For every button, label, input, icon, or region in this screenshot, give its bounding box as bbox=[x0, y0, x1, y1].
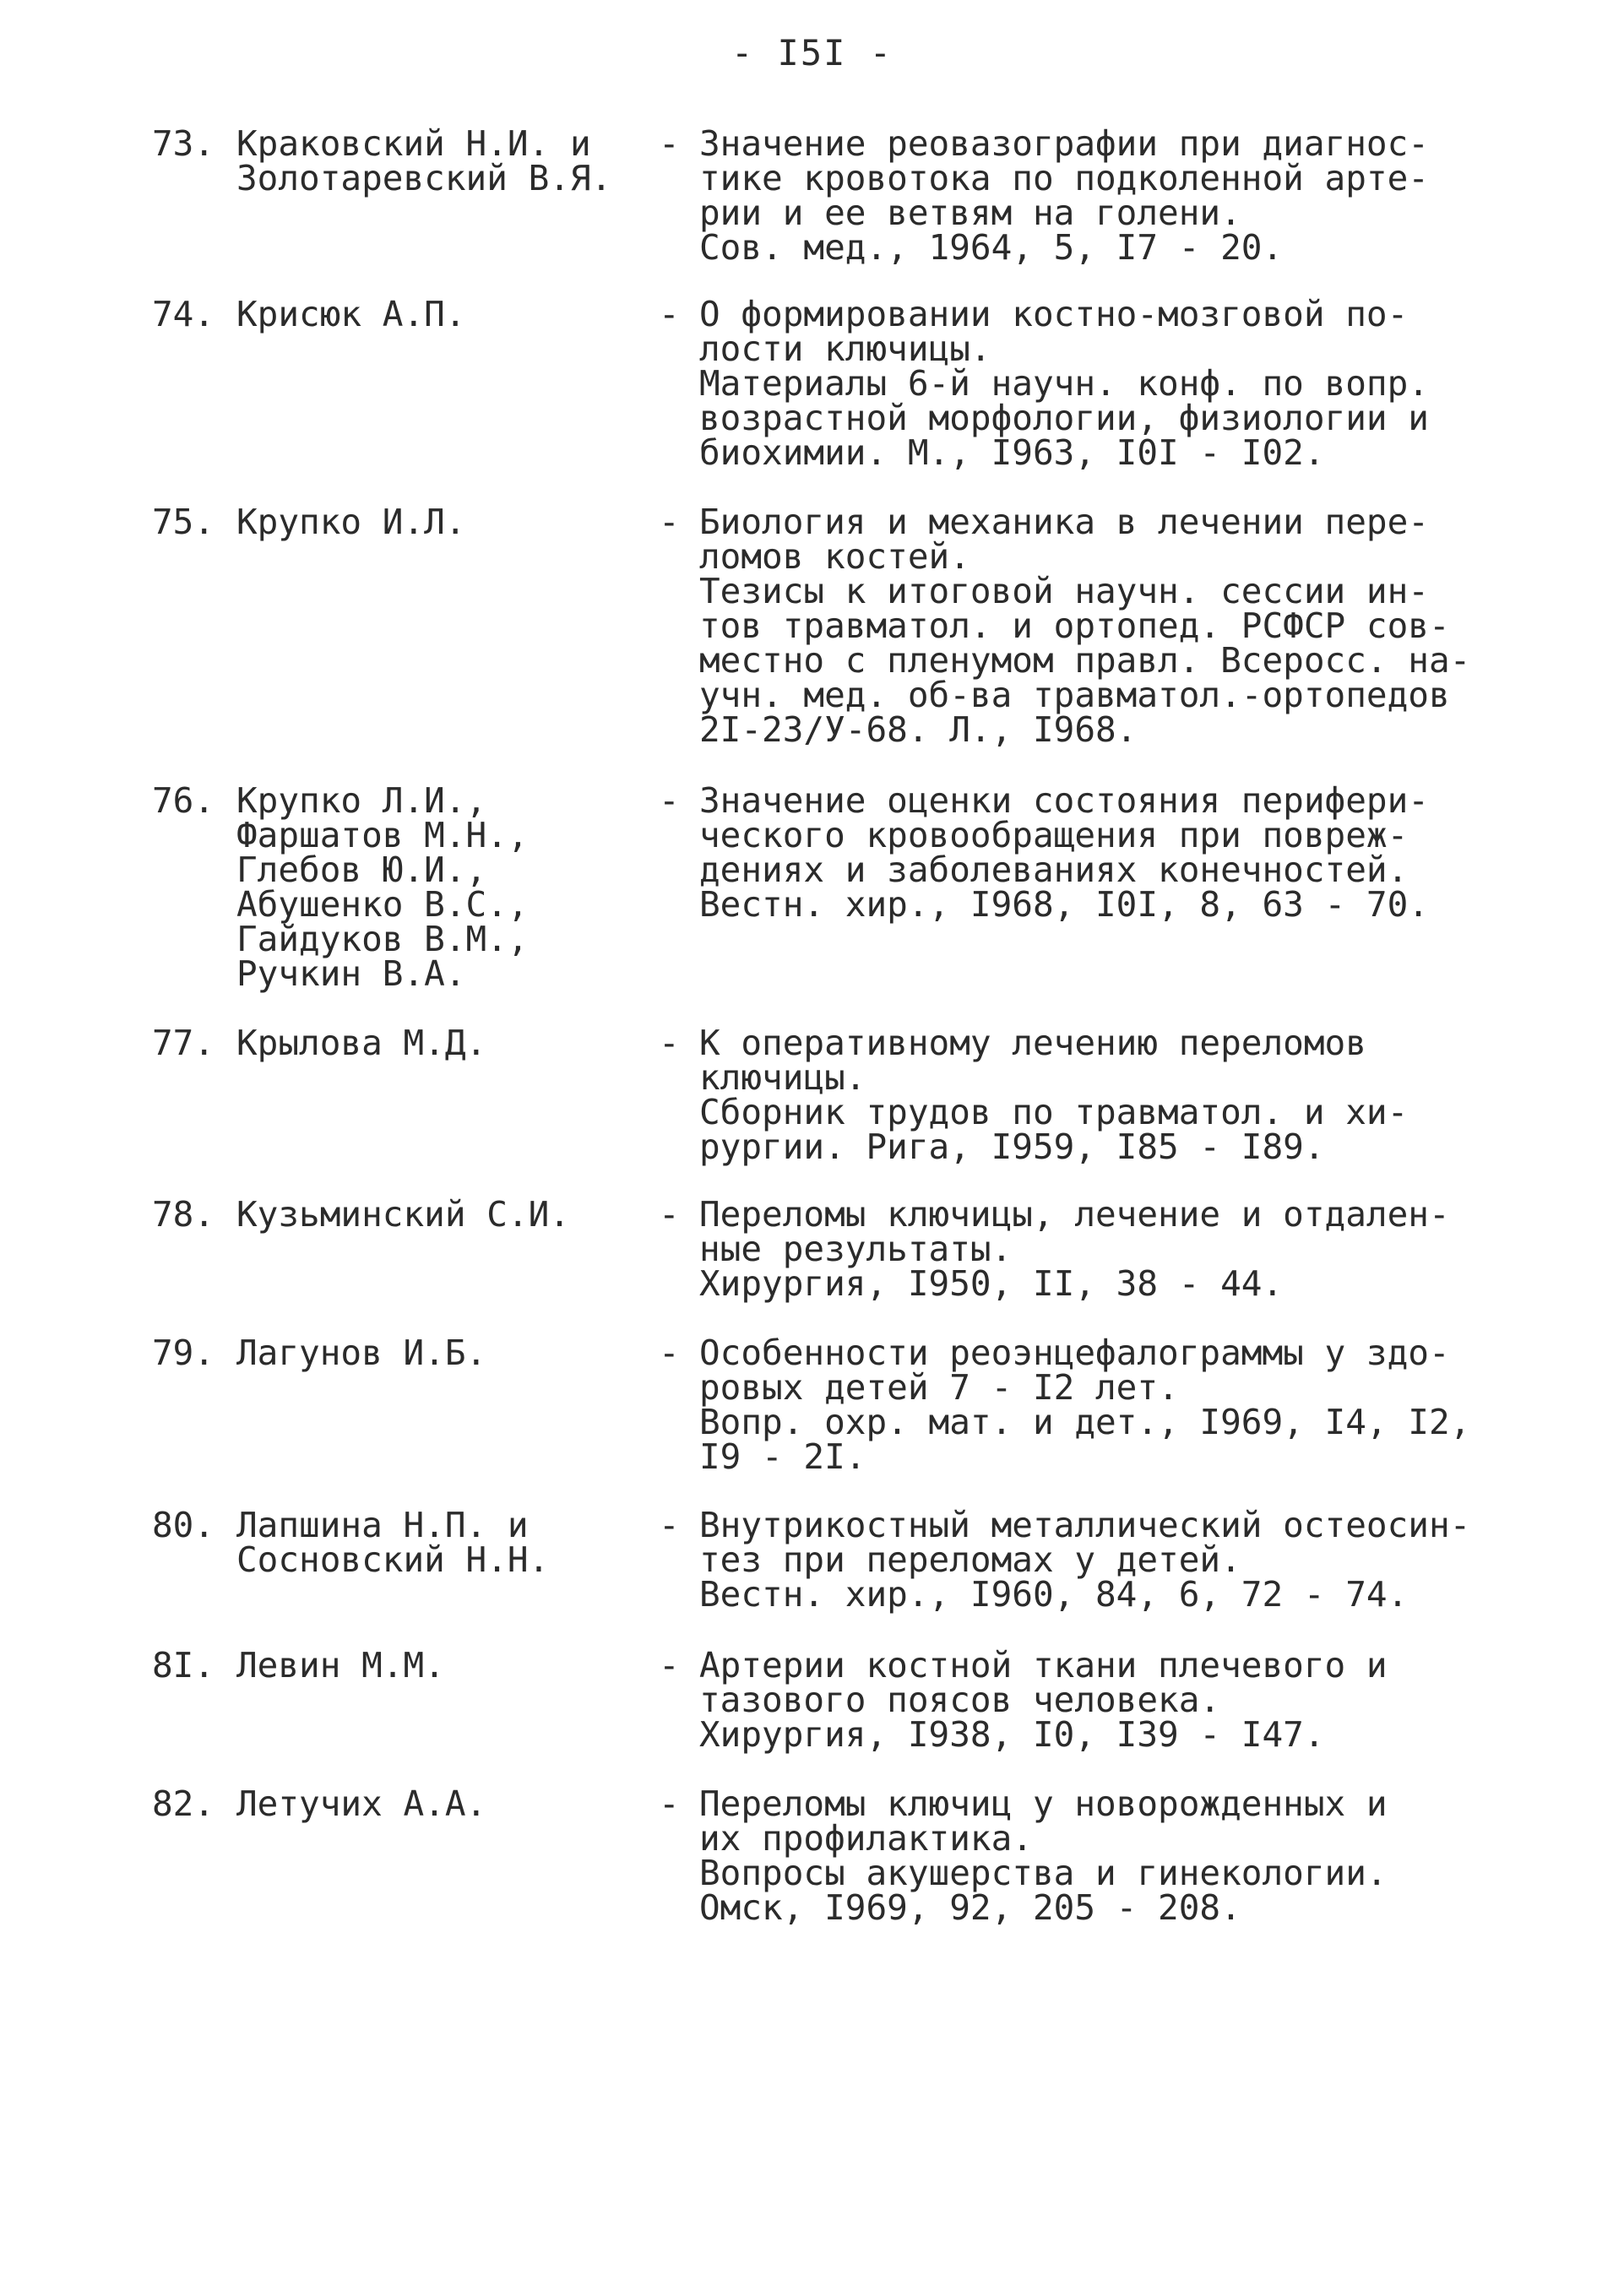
entry-dash: - bbox=[659, 1333, 680, 1373]
entry-text-line: Сборник трудов по травматол. и хи- bbox=[699, 1092, 1409, 1132]
entry-authors bbox=[236, 1645, 633, 1686]
entry-text-line: 2I-23/У-68. Л., I968. bbox=[699, 709, 1138, 750]
entry-number: 73. bbox=[152, 123, 215, 164]
entry-text-line: ные результаты. bbox=[699, 1229, 1013, 1269]
entry-number: 78. bbox=[152, 1194, 215, 1235]
entry-text-line: возрастной морфологии, физиологии и bbox=[699, 398, 1429, 438]
entry-text-line: Артерии костной ткани плечевого и bbox=[699, 1645, 1388, 1686]
entry-text-line: Сов. мед., 1964, 5, I7 - 20. bbox=[699, 227, 1284, 268]
author-line: Ручкин В.А. bbox=[236, 953, 466, 994]
entry-text-line: Вестн. хир., I960, 84, 6, 72 - 74. bbox=[699, 1574, 1409, 1615]
entry-text bbox=[699, 1645, 1544, 1755]
author-line: Абушенко В.С., bbox=[236, 884, 529, 925]
entry-text-line: их профилактика. bbox=[699, 1818, 1033, 1859]
entry-dash: - bbox=[659, 294, 680, 334]
entry-authors bbox=[236, 1023, 633, 1063]
entry-authors bbox=[236, 780, 633, 994]
entry-text-line: Тезисы к итоговой научн. сессии ин- bbox=[699, 571, 1429, 611]
entry-authors bbox=[236, 1505, 633, 1580]
author-line: Крисюк А.П. bbox=[236, 294, 466, 334]
entry-number: 75. bbox=[152, 502, 215, 542]
author-line: Крылова М.Д. bbox=[236, 1023, 487, 1063]
entry-text-line: тазового поясов человека. bbox=[699, 1680, 1221, 1720]
author-line: Глебов Ю.И., bbox=[236, 850, 487, 890]
entry-text-line: I9 - 2I. bbox=[699, 1436, 866, 1477]
entry-authors bbox=[236, 502, 633, 542]
entry-text-line: лости ключицы. bbox=[699, 328, 991, 369]
entry-text-line: Вопросы акушерства и гинекологии. bbox=[699, 1853, 1388, 1893]
entry-text-line: Материалы 6-й научн. конф. по вопр. bbox=[699, 363, 1429, 404]
entry-number: 79. bbox=[152, 1333, 215, 1373]
entry-text-line: рургии. Рига, I959, I85 - I89. bbox=[699, 1126, 1325, 1167]
entry-text bbox=[699, 294, 1544, 473]
entry-text-line: тов травматол. и ортопед. РСФСР сов- bbox=[699, 605, 1450, 646]
entry-number: 80. bbox=[152, 1505, 215, 1545]
author-line: Крупко Л.И., bbox=[236, 780, 487, 821]
entry-text-line: Омск, I969, 92, 205 - 208. bbox=[699, 1887, 1241, 1928]
entry-dash: - bbox=[659, 123, 680, 164]
entry-text-line: дениях и заболеваниях конечностей. bbox=[699, 850, 1409, 890]
entry-authors bbox=[236, 1783, 633, 1824]
entry-dash: - bbox=[659, 502, 680, 542]
entry-text bbox=[699, 502, 1544, 750]
author-line: Золотаревский В.Я. bbox=[236, 158, 612, 198]
entry-text-line: Значение реовазографии при диагнос- bbox=[699, 123, 1429, 164]
entry-authors bbox=[236, 123, 633, 198]
entry-text-line: Значение оценки состояния перифери- bbox=[699, 780, 1429, 821]
author-line: Краковский Н.И. и bbox=[236, 123, 591, 164]
entry-dash: - bbox=[659, 1023, 680, 1063]
author-line: Левин М.М. bbox=[236, 1645, 445, 1686]
entry-text-line: Биология и механика в лечении пере- bbox=[699, 502, 1429, 542]
entry-number: 76. bbox=[152, 780, 215, 821]
author-line: Сосновский Н.Н. bbox=[236, 1539, 550, 1580]
entry-dash: - bbox=[659, 780, 680, 821]
entry-text-line: Хирургия, I938, I0, I39 - I47. bbox=[699, 1714, 1325, 1755]
entry-text bbox=[699, 123, 1544, 268]
author-line: Летучих А.А. bbox=[236, 1783, 487, 1824]
entry-number: 77. bbox=[152, 1023, 215, 1063]
entry-text-line: Внутрикостный металлический остеосин- bbox=[699, 1505, 1471, 1545]
entry-text bbox=[699, 780, 1544, 925]
entry-dash: - bbox=[659, 1194, 680, 1235]
entry-text bbox=[699, 1194, 1544, 1304]
entry-text-line: биохимии. М., I963, I0I - I02. bbox=[699, 432, 1325, 473]
author-line: Кузьминский С.И. bbox=[236, 1194, 570, 1235]
entry-text-line: К оперативному лечению переломов bbox=[699, 1023, 1366, 1063]
author-line: Фаршатов М.Н., bbox=[236, 815, 529, 855]
entry-authors bbox=[236, 1333, 633, 1373]
entry-text-line: ключицы. bbox=[699, 1057, 866, 1098]
entry-dash: - bbox=[659, 1505, 680, 1545]
entry-text-line: Вестн. хир., I968, I0I, 8, 63 - 70. bbox=[699, 884, 1429, 925]
entry-number: 74. bbox=[152, 294, 215, 334]
entry-authors bbox=[236, 294, 633, 334]
entry-number: 8I. bbox=[152, 1645, 215, 1686]
author-line: Крупко И.Л. bbox=[236, 502, 466, 542]
entry-text-line: тез при переломах у детей. bbox=[699, 1539, 1241, 1580]
page-number: - I5I - bbox=[731, 32, 893, 73]
entry-text-line: учн. мед. об-ва травматол.-ортопедов bbox=[699, 675, 1450, 715]
entry-text bbox=[699, 1333, 1544, 1477]
entry-text-line: рии и ее ветвям на голени. bbox=[699, 193, 1241, 233]
entry-text bbox=[699, 1505, 1544, 1615]
author-line: Лагунов И.Б. bbox=[236, 1333, 487, 1373]
entry-dash: - bbox=[659, 1645, 680, 1686]
entry-text-line: ческого кровообращения при повреж- bbox=[699, 815, 1409, 855]
entry-text-line: местно с пленумом правл. Всеросс. на- bbox=[699, 640, 1471, 681]
entry-text-line: ровых детей 7 - I2 лет. bbox=[699, 1367, 1179, 1408]
entry-text-line: Особенности реоэнцефалограммы у здо- bbox=[699, 1333, 1450, 1373]
entry-text bbox=[699, 1783, 1544, 1928]
entry-text bbox=[699, 1023, 1544, 1167]
entry-dash: - bbox=[659, 1783, 680, 1824]
entry-text-line: ломов костей. bbox=[699, 536, 970, 577]
entry-number: 82. bbox=[152, 1783, 215, 1824]
entry-text-line: Переломы ключиц у новорожденных и bbox=[699, 1783, 1388, 1824]
entry-authors bbox=[236, 1194, 633, 1235]
entry-text-line: Вопр. охр. мат. и дет., I969, I4, I2, bbox=[699, 1402, 1471, 1442]
entry-text-line: О формировании костно-мозговой по- bbox=[699, 294, 1409, 334]
entry-text-line: тике кровотока по подколенной арте- bbox=[699, 158, 1429, 198]
entry-text-line: Переломы ключицы, лечение и отдален- bbox=[699, 1194, 1450, 1235]
author-line: Лапшина Н.П. и bbox=[236, 1505, 529, 1545]
author-line: Гайдуков В.М., bbox=[236, 919, 529, 959]
entry-text-line: Хирургия, I950, II, 38 - 44. bbox=[699, 1263, 1284, 1304]
